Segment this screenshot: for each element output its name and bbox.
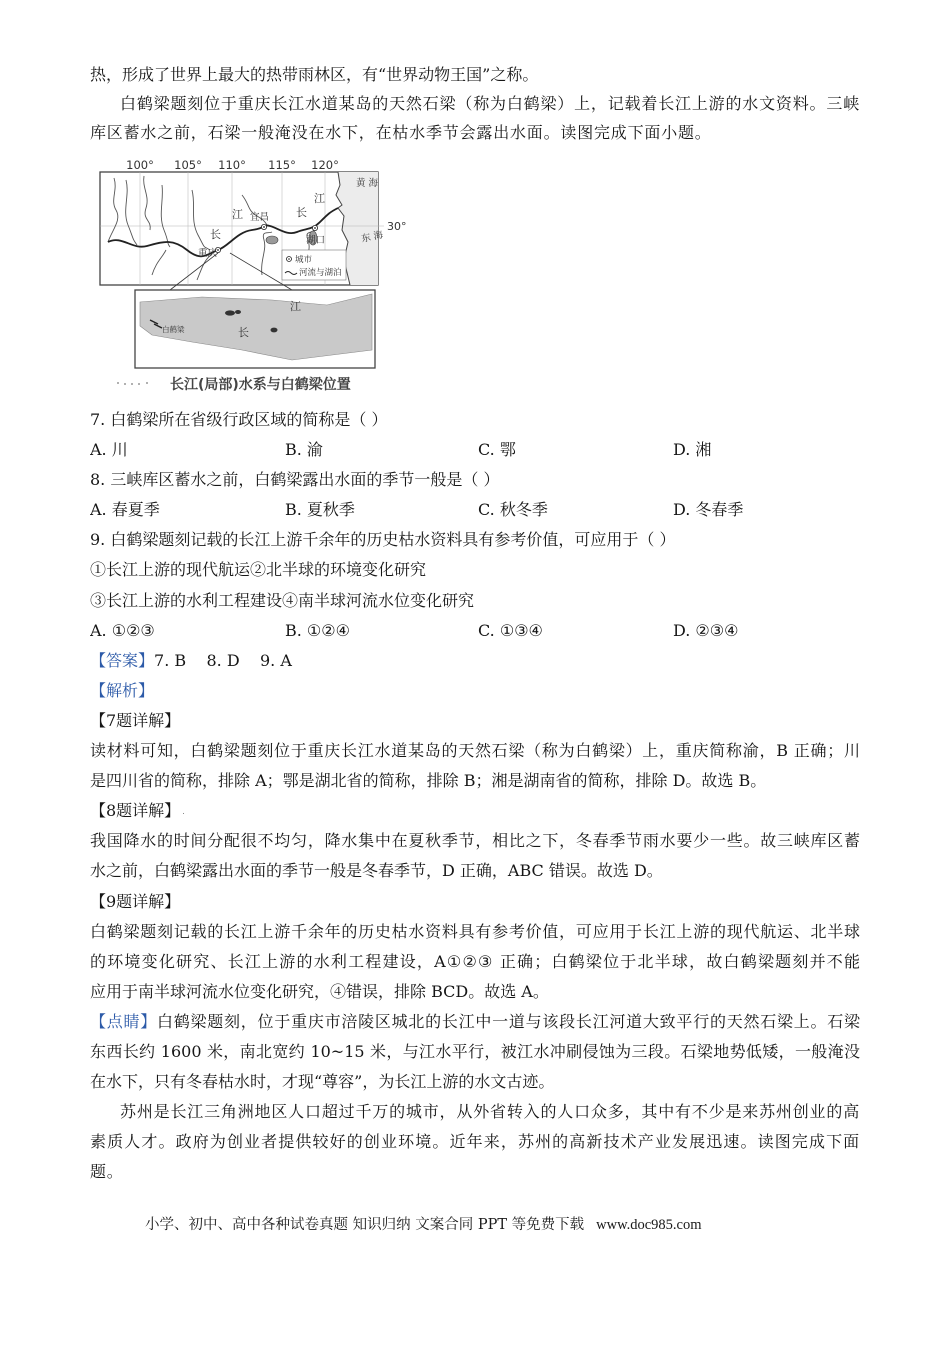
tip-text: 白鹤梁题刻，位于重庆市涪陵区城北的长江中一道与该段长江河道大致平行的天然石梁上。石梁: [157, 1011, 860, 1031]
inset-island: [235, 310, 241, 314]
options-row-8: [90, 495, 860, 525]
option: A. 川: [90, 440, 128, 460]
options-row-9: [90, 616, 860, 646]
inset-island: [271, 328, 278, 333]
option: B. 夏秋季: [285, 500, 355, 520]
longitude-label: 110°: [218, 158, 246, 172]
heading-mark: .: [182, 806, 185, 816]
river-char: 江: [314, 192, 325, 205]
question-stem-7: 7. 白鹤梁所在省级行政区域的简称是（ ）: [90, 410, 388, 429]
option: A. 春夏季: [90, 500, 160, 520]
city-label-hukou: 湖口: [306, 235, 326, 246]
detail-heading-8: [90, 796, 860, 826]
option: C. 秋冬季: [478, 500, 548, 520]
inset-island: [225, 310, 235, 315]
next-passage-line: 苏州是长江三角洲地区人口超过千万的城市，从外省转入的人口众多，其中有不少是来苏州创业的高: [120, 1102, 860, 1122]
question-9-item-line: ①长江上游的现代航运②北半球的环境变化研究: [90, 560, 427, 580]
detail-heading-9: 【9题详解】: [90, 891, 181, 911]
sea-label-east: 东海: [360, 228, 388, 245]
footer-text: 小学、初中、高中各种试卷真题 知识归纳 文案合同 PPT 等免费下载: [145, 1217, 585, 1233]
passage-line: 白鹤梁题刻位于重庆长江水道某岛的天然石梁（称为白鹤梁）上，记载着长江上游的水文资料。三峡: [120, 94, 860, 113]
tip-line: 在水下，只有冬春枯水时，才现“尊容”，为长江上游的水文古迹。: [90, 1072, 555, 1092]
question-stem-9: 9. 白鹤梁题刻记载的长江上游千余年的历史枯水资料具有参考价值，可应用于（ ）: [90, 530, 676, 550]
footer-url: www.doc985.com: [596, 1217, 702, 1233]
detail-heading-7: 【7题详解】: [90, 710, 181, 730]
longitude-label: 105°: [174, 158, 202, 172]
inset-river-char: 长: [238, 326, 249, 339]
map-legend: [282, 250, 346, 280]
options-row-7: [90, 435, 860, 465]
detail-line: 的环境变化研究、长江上游的水利工程建设，A①②③ 正确；白鹤梁位于北半球，故白鹤梁题刻并不能: [90, 951, 860, 971]
city-marker-hukou: [312, 225, 317, 230]
option: D. 湘: [673, 440, 712, 460]
detail-line: 水之前，白鹤梁露出水面的季节一般是冬春季节，D 正确，ABC 错误。故选 D。: [90, 861, 663, 881]
tip-tag: 【点睛】: [90, 1011, 158, 1031]
answer-tag: 【答案】: [90, 650, 155, 670]
city-label-chongqing: 重庆: [198, 248, 218, 259]
figure-caption: 长江(局部)水系与白鹤梁位置: [170, 377, 351, 393]
longitude-labels: [126, 158, 339, 172]
yangtze-map-figure: [92, 150, 412, 405]
caption-dots: [117, 382, 148, 385]
inset-river-char: 江: [290, 300, 301, 313]
option: C. ①③④: [478, 620, 543, 640]
analysis-tag: 【解析】: [90, 680, 155, 700]
longitude-label: 120°: [311, 158, 339, 172]
passage-line: 库区蓄水之前，石梁一般淹没在水下，在枯水季节会露出水面。读图完成下面小题。: [90, 123, 712, 142]
option: B. 渝: [285, 440, 323, 460]
legend-rivers-label: 河流与湖泊: [299, 268, 342, 278]
answer-line: [90, 646, 860, 676]
page-footer: [145, 1213, 702, 1237]
analysis-line: [90, 676, 860, 706]
option: D. 冬春季: [673, 500, 744, 520]
answer-text: 7. B 8. D 9. A: [154, 650, 292, 670]
detail-line: 我国降水的时间分配很不均匀，降水集中在夏秋季节，相比之下，冬春季节雨水要少一些。故三峡库区蓄: [90, 831, 860, 851]
lake-dongting: [266, 236, 278, 244]
river-char: 江: [232, 208, 243, 221]
question-9-item-line: ③长江上游的水利工程建设④南半球河流水位变化研究: [90, 590, 475, 610]
intro-section: [90, 60, 860, 147]
river-char: 长: [296, 206, 307, 219]
city-marker-yichang: [261, 224, 266, 229]
inset-site-label: 白鹤梁: [162, 325, 185, 334]
latitude-label: 30°: [387, 220, 407, 233]
longitude-label: 115°: [268, 158, 296, 172]
tip-line: [90, 1007, 860, 1037]
detail-line: 白鹤梁题刻记载的长江上游千余年的历史枯水资料具有参考价值，可应用于长江上游的现代航运、北半球: [90, 921, 860, 941]
detail-line: 是四川省的简称，排除 A；鄂是湖北省的简称，排除 B；湘是湖南省的简称，排除 D。故选 B。: [90, 771, 767, 791]
option: C. 鄂: [478, 440, 516, 460]
intro-line: 热，形成了世界上最大的热带雨林区，有“世界动物王国”之称。: [90, 65, 539, 84]
option: B. ①②④: [285, 620, 350, 640]
legend-city-label: 城市: [295, 255, 313, 265]
detail-line: 应用于南半球河流水位变化研究，④错误，排除 BCD。故选 A。: [90, 981, 549, 1001]
next-passage-line: 题。: [90, 1162, 124, 1182]
tip-line: 东西长约 1600 米，南北宽约 10~15 米，与江水平行，被江水冲刷侵蚀为三段。石梁地势低矮，一般淹没: [90, 1041, 860, 1061]
question-stem-8: 8. 三峡库区蓄水之前，白鹤梁露出水面的季节一般是（ ）: [90, 470, 500, 490]
option: D. ②③④: [673, 620, 739, 640]
option: A. ①②③: [90, 620, 155, 640]
question-section: [90, 405, 860, 1187]
city-label-yichang: 宜昌: [250, 212, 270, 223]
detail-line: 读材料可知，白鹤梁题刻位于重庆长江水道某岛的天然石梁（称为白鹤梁）上，重庆简称渝，B 正确；川: [90, 741, 860, 761]
detail-heading-text: 【8题详解】: [90, 801, 181, 821]
sea-label-yellow: 黄海: [356, 178, 382, 189]
longitude-label: 100°: [126, 158, 154, 172]
river-char: 长: [210, 228, 221, 241]
next-passage-line: 素质人才。政府为创业者提供较好的创业环境。近年来，苏州的高新技术产业发展迅速。读图完成下面: [90, 1132, 860, 1152]
